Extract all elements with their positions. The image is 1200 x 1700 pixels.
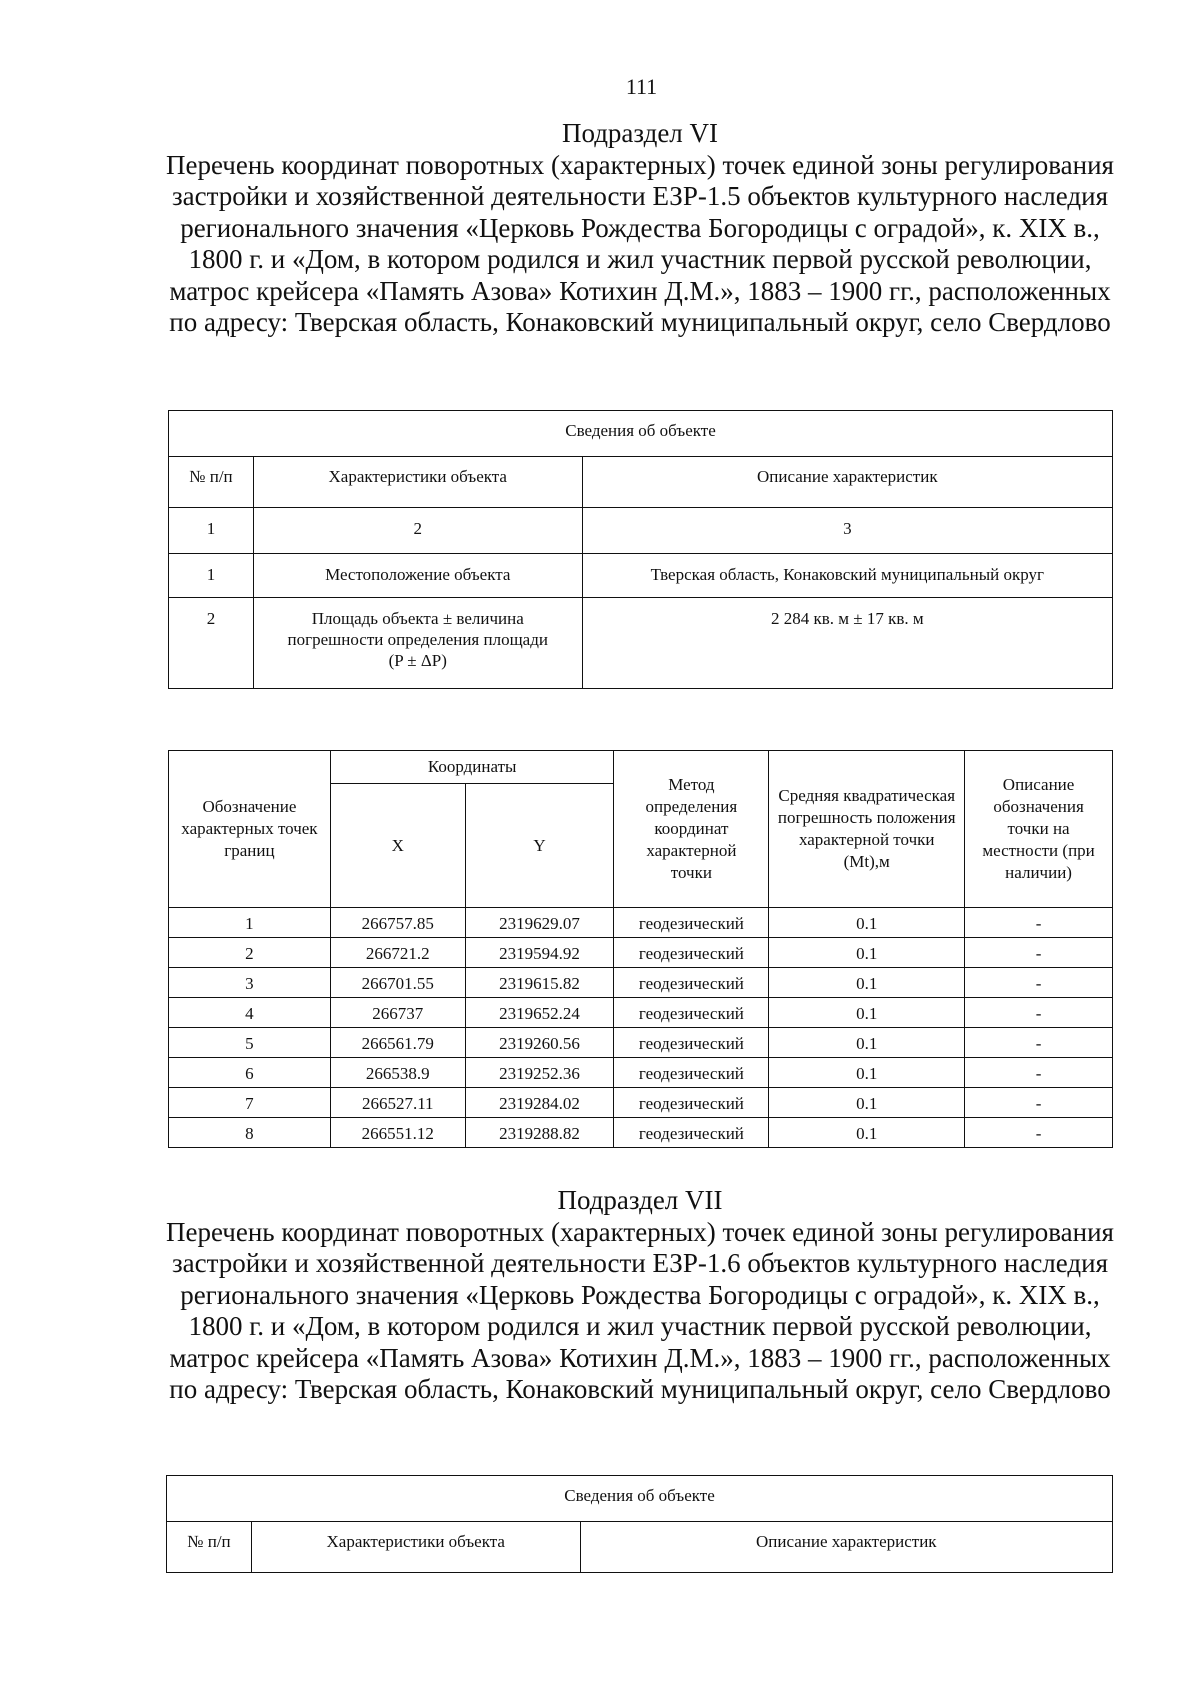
header-point: Обозначение характерных точек границ [169, 751, 331, 908]
header-number: № п/п [169, 457, 254, 508]
cell-method: геодезический [614, 998, 769, 1028]
cell-x: 266757.85 [330, 908, 465, 938]
section-title: Перечень координат поворотных (характерных) точек единой зоны регулирования застройки и хозяйственной деятельности ЕЗР-1.6 объектов культурного наследия регионального значения «Церковь Рождества Богородицы с оградой», к. XIX в., 1800 г. и «Дом, в котором родился и жил участник первой русской революции, матрос крейсера «Память Азова» Котихин Д.М.», 1883 – 1900 гг., расположенных по адресу: Тверская область, Конаковский муниципальный округ, село Свердлово [166, 1216, 1114, 1404]
cell-x: 266527.11 [330, 1088, 465, 1118]
cell-error: 0.1 [769, 908, 965, 938]
section-subtitle: Подраздел VII [557, 1185, 723, 1215]
column-number: 3 [582, 508, 1112, 554]
cell-error: 0.1 [769, 968, 965, 998]
cell-description: - [965, 1118, 1113, 1148]
cell-description: - [965, 1088, 1113, 1118]
cell-error: 0.1 [769, 1088, 965, 1118]
header-x: X [330, 784, 465, 908]
table-row [169, 1028, 1113, 1058]
cell-point: 1 [169, 908, 331, 938]
section-title: Перечень координат поворотных (характерных) точек единой зоны регулирования застройки и хозяйственной деятельности ЕЗР-1.5 объектов культурного наследия регионального значения «Церковь Рождества Богородицы с оградой», к. XIX в., 1800 г. и «Дом, в котором родился и жил участник первой русской революции, матрос крейсера «Память Азова» Котихин Д.М.», 1883 – 1900 гг., расположенных по адресу: Тверская область, Конаковский муниципальный округ, село Свердлово [166, 149, 1114, 337]
header-method: Метод определения координат характерной точки [614, 751, 769, 908]
table-row [169, 1058, 1113, 1088]
column-number: 2 [253, 508, 582, 554]
cell-description: - [965, 1028, 1113, 1058]
cell-y: 2319284.02 [465, 1088, 614, 1118]
cell-x: 266561.79 [330, 1028, 465, 1058]
cell-x: 266737 [330, 998, 465, 1028]
cell-method: геодезический [614, 1088, 769, 1118]
cell-method: геодезический [614, 1058, 769, 1088]
cell-error: 0.1 [769, 1118, 965, 1148]
cell-method: геодезический [614, 908, 769, 938]
header-description: Описание характеристик [582, 457, 1112, 508]
section-heading-vii [160, 1185, 1120, 1406]
table-row [169, 554, 1113, 598]
row-value: 2 284 кв. м ± 17 кв. м [582, 598, 1112, 689]
cell-description: - [965, 1058, 1113, 1088]
header-description: Описание характеристик [580, 1522, 1112, 1573]
table-row [169, 598, 1113, 689]
row-number: 1 [169, 554, 254, 598]
cell-point: 4 [169, 998, 331, 1028]
section-subtitle: Подраздел VI [561, 118, 719, 148]
cell-y: 2319629.07 [465, 908, 614, 938]
table-row [169, 1118, 1113, 1148]
table-row [169, 968, 1113, 998]
header-point-description: Описание обозначения точки на местности (при наличии) [965, 751, 1113, 908]
row-value: Тверская область, Конаковский муниципальный округ [582, 554, 1112, 598]
row-characteristic: Площадь объекта ± величина погрешности определения площади (P ± ΔP) [253, 598, 582, 689]
cell-point: 3 [169, 968, 331, 998]
cell-method: геодезический [614, 938, 769, 968]
object-info-table [166, 1475, 1113, 1573]
cell-point: 8 [169, 1118, 331, 1148]
column-number: 1 [169, 508, 254, 554]
cell-method: геодезический [614, 968, 769, 998]
cell-point: 7 [169, 1088, 331, 1118]
cell-point: 6 [169, 1058, 331, 1088]
cell-description: - [965, 968, 1113, 998]
cell-error: 0.1 [769, 998, 965, 1028]
table-caption: Сведения об объекте [167, 1476, 1113, 1522]
cell-y: 2319288.82 [465, 1118, 614, 1148]
cell-x: 266721.2 [330, 938, 465, 968]
cell-description: - [965, 938, 1113, 968]
table-row [169, 998, 1113, 1028]
cell-x: 266701.55 [330, 968, 465, 998]
object-info-table [168, 410, 1113, 689]
cell-description: - [965, 998, 1113, 1028]
cell-error: 0.1 [769, 1058, 965, 1088]
section-heading-vi [160, 118, 1120, 339]
cell-point: 5 [169, 1028, 331, 1058]
cell-point: 2 [169, 938, 331, 968]
cell-y: 2319260.56 [465, 1028, 614, 1058]
header-characteristics: Характеристики объекта [251, 1522, 580, 1573]
cell-method: геодезический [614, 1118, 769, 1148]
table-row [169, 938, 1113, 968]
header-error: Средняя квадратическая погрешность положения характерной точки (Mt),м [769, 751, 965, 908]
cell-x: 266551.12 [330, 1118, 465, 1148]
header-number: № п/п [167, 1522, 252, 1573]
table-caption: Сведения об объекте [169, 411, 1113, 457]
cell-y: 2319594.92 [465, 938, 614, 968]
table-row [169, 1088, 1113, 1118]
header-characteristics: Характеристики объекта [253, 457, 582, 508]
cell-y: 2319652.24 [465, 998, 614, 1028]
cell-y: 2319615.82 [465, 968, 614, 998]
cell-error: 0.1 [769, 1028, 965, 1058]
cell-description: - [965, 908, 1113, 938]
cell-method: геодезический [614, 1028, 769, 1058]
page-number: 111 [625, 74, 658, 99]
table-row [169, 908, 1113, 938]
cell-x: 266538.9 [330, 1058, 465, 1088]
header-y: Y [465, 784, 614, 908]
cell-error: 0.1 [769, 938, 965, 968]
row-number: 2 [169, 598, 254, 689]
row-characteristic: Местоположение объекта [253, 554, 582, 598]
coordinates-table [168, 750, 1113, 1148]
cell-y: 2319252.36 [465, 1058, 614, 1088]
header-coordinates: Координаты [330, 751, 614, 784]
